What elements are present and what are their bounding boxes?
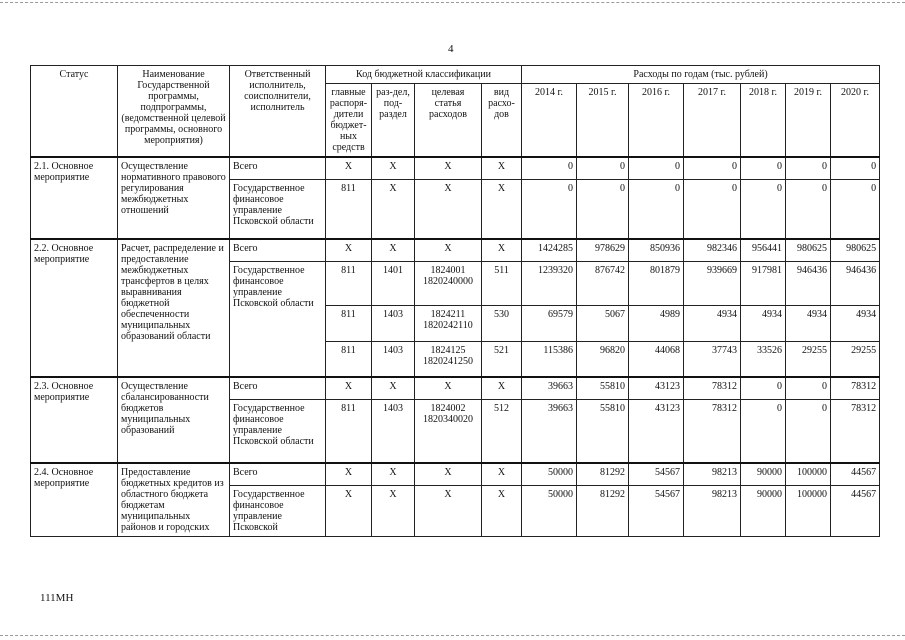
razdel-cell: X [372, 179, 415, 239]
responsible-cell: Всего [230, 463, 326, 485]
celevaya-cell [415, 341, 482, 377]
year-value-cell: 0 [522, 179, 577, 239]
year-value-cell: 69579 [522, 305, 577, 341]
year-value-cell: 0 [786, 377, 831, 399]
year-value-cell: 0 [684, 157, 741, 179]
year-value-cell: 55810 [577, 377, 629, 399]
razdel-cell: X [372, 463, 415, 485]
grbs-cell: 811 [326, 341, 372, 377]
year-value-cell: 0 [741, 377, 786, 399]
year-value-cell: 0 [786, 399, 831, 463]
table-row [31, 463, 880, 485]
vid-cell: 512 [482, 399, 522, 463]
year-value-cell: 0 [831, 157, 880, 179]
header-row [31, 66, 880, 84]
header-year: 2020 г. [831, 84, 880, 158]
razdel-cell: 1403 [372, 341, 415, 377]
header-responsible: Ответственный исполнитель, соисполнители, исполнитель [230, 66, 326, 158]
responsible-cell: Государственное финансовое управление Псковской области [230, 179, 326, 239]
grbs-cell: X [326, 157, 372, 179]
year-value-cell: 90000 [741, 485, 786, 536]
year-value-cell: 33526 [741, 341, 786, 377]
year-value-cell: 78312 [684, 399, 741, 463]
year-value-cell: 1239320 [522, 261, 577, 305]
name-cell: Предоставление бюджетных кредитов из областного бюджета бюджетам муниципальных районов и городских [118, 463, 230, 537]
year-value-cell: 4989 [629, 305, 684, 341]
responsible-cell: Всего [230, 157, 326, 179]
header-name: Наименование Государственной программы, подпрограммы, (ведомственной целевой программы, основного мероприятия) [118, 66, 230, 158]
header-spend-group: Расходы по годам (тыс. рублей) [522, 66, 880, 84]
year-value-cell: 78312 [831, 399, 880, 463]
vid-cell: 521 [482, 341, 522, 377]
grbs-cell: X [326, 377, 372, 399]
year-value-cell: 946436 [831, 261, 880, 305]
celevaya-code: X [444, 488, 452, 500]
header-year: 2019 г. [786, 84, 831, 158]
celevaya-cell [415, 305, 482, 341]
year-value-cell: 0 [741, 157, 786, 179]
grbs-cell: 811 [326, 261, 372, 305]
vid-cell: 511 [482, 261, 522, 305]
celevaya-code: 1820240000 [423, 275, 473, 287]
year-value-cell: 78312 [684, 377, 741, 399]
year-value-cell: 29255 [831, 341, 880, 377]
year-value-cell: 0 [577, 157, 629, 179]
year-value-cell: 54567 [629, 463, 684, 485]
year-value-cell: 917981 [741, 261, 786, 305]
year-value-cell: 982346 [684, 239, 741, 261]
year-value-cell: 939669 [684, 261, 741, 305]
celevaya-cell [415, 377, 482, 399]
celevaya-cell [415, 157, 482, 179]
celevaya-code: X [444, 243, 452, 254]
grbs-cell: X [326, 239, 372, 261]
razdel-cell: 1403 [372, 399, 415, 463]
vid-cell: X [482, 485, 522, 536]
celevaya-cell [415, 239, 482, 261]
year-value-cell: 1424285 [522, 239, 577, 261]
status-cell: 2.1. Основное мероприятие [31, 157, 118, 239]
budget-table [30, 65, 880, 537]
year-value-cell: 5067 [577, 305, 629, 341]
header-year: 2018 г. [741, 84, 786, 158]
year-value-cell: 0 [629, 179, 684, 239]
year-value-cell: 29255 [786, 341, 831, 377]
grbs-cell: 811 [326, 399, 372, 463]
scan-edge-bottom [0, 635, 905, 636]
year-value-cell: 0 [629, 157, 684, 179]
year-value-cell: 4934 [684, 305, 741, 341]
year-value-cell: 0 [831, 179, 880, 239]
year-value-cell: 44068 [629, 341, 684, 377]
razdel-cell: 1401 [372, 261, 415, 305]
header-vid: вид расхо-дов [482, 84, 522, 158]
year-value-cell: 115386 [522, 341, 577, 377]
razdel-cell: X [372, 485, 415, 536]
vid-cell: 530 [482, 305, 522, 341]
year-value-cell: 37743 [684, 341, 741, 377]
celevaya-code: 1820241250 [423, 355, 473, 367]
table-row [31, 157, 880, 179]
table-row [31, 239, 880, 261]
header-status: Статус [31, 66, 118, 158]
year-value-cell: 4934 [741, 305, 786, 341]
razdel-cell: 1403 [372, 305, 415, 341]
vid-cell: X [482, 239, 522, 261]
year-value-cell: 55810 [577, 399, 629, 463]
celevaya-cell [415, 463, 482, 485]
year-value-cell: 4934 [831, 305, 880, 341]
responsible-cell: Всего [230, 239, 326, 261]
status-cell: 2.3. Основное мероприятие [31, 377, 118, 463]
year-value-cell: 81292 [577, 463, 629, 485]
status-cell: 2.4. Основное мероприятие [31, 463, 118, 537]
year-value-cell: 39663 [522, 377, 577, 399]
vid-cell: X [482, 377, 522, 399]
razdel-cell: X [372, 239, 415, 261]
header-year: 2015 г. [577, 84, 629, 158]
celevaya-code: 1824125 [430, 344, 466, 356]
vid-cell: X [482, 463, 522, 485]
year-value-cell: 98213 [684, 485, 741, 536]
year-value-cell: 100000 [786, 463, 831, 485]
status-cell: 2.2. Основное мероприятие [31, 239, 118, 377]
name-cell: Расчет, распределение и предоставление межбюджетных трансфертов в целях выравнивания бюджетной обеспеченности муниципальных образований области [118, 239, 230, 377]
celevaya-code: X [444, 182, 452, 194]
razdel-cell: X [372, 157, 415, 179]
grbs-cell: 811 [326, 305, 372, 341]
responsible-cell: Всего [230, 377, 326, 399]
table-body [31, 157, 880, 537]
vid-cell: X [482, 179, 522, 239]
vid-cell: X [482, 157, 522, 179]
grbs-cell: X [326, 485, 372, 536]
celevaya-cell [415, 179, 482, 239]
celevaya-cell [415, 399, 482, 463]
celevaya-code: X [444, 381, 452, 392]
year-value-cell: 978629 [577, 239, 629, 261]
year-value-cell: 54567 [629, 485, 684, 536]
responsible-cell: Государственное финансовое управление Псковской [230, 485, 326, 536]
razdel-cell: X [372, 377, 415, 399]
celevaya-code: X [444, 161, 452, 172]
responsible-cell: Государственное финансовое управление Псковской области [230, 261, 326, 377]
celevaya-code: 1824001 [430, 264, 466, 276]
year-value-cell: 0 [741, 179, 786, 239]
year-value-cell: 0 [684, 179, 741, 239]
year-value-cell: 4934 [786, 305, 831, 341]
year-value-cell: 44567 [831, 485, 880, 536]
table-row [31, 377, 880, 399]
header-razdel: раз-дел, под-раздел [372, 84, 415, 158]
header-grbs: главные распоря-дители бюджет-ных средств [326, 84, 372, 158]
grbs-cell: 811 [326, 179, 372, 239]
name-cell: Осуществление сбалансированности бюджетов муниципальных образований [118, 377, 230, 463]
year-value-cell: 43123 [629, 377, 684, 399]
page-number: 4 [448, 43, 454, 55]
year-value-cell: 876742 [577, 261, 629, 305]
footer-code: 111МН [40, 592, 74, 604]
year-value-cell: 0 [786, 179, 831, 239]
name-cell: Осуществление нормативного правового регулирования межбюджетных отношений [118, 157, 230, 239]
celevaya-cell [415, 261, 482, 305]
year-value-cell: 0 [786, 157, 831, 179]
year-value-cell: 39663 [522, 399, 577, 463]
year-value-cell: 980625 [786, 239, 831, 261]
celevaya-code: X [444, 467, 452, 478]
year-value-cell: 44567 [831, 463, 880, 485]
year-value-cell: 90000 [741, 463, 786, 485]
year-value-cell: 98213 [684, 463, 741, 485]
scan-edge-top [0, 2, 905, 3]
year-value-cell: 0 [522, 157, 577, 179]
header-celevaya: целевая статья расходов [415, 84, 482, 158]
celevaya-cell [415, 485, 482, 536]
grbs-cell: X [326, 463, 372, 485]
year-value-cell: 850936 [629, 239, 684, 261]
celevaya-code: 1824211 [430, 308, 466, 320]
year-value-cell: 81292 [577, 485, 629, 536]
year-value-cell: 801879 [629, 261, 684, 305]
header-code-group: Код бюджетной классификации [326, 66, 522, 84]
celevaya-code: 1824002 [430, 402, 466, 414]
year-value-cell: 96820 [577, 341, 629, 377]
year-value-cell: 0 [741, 399, 786, 463]
year-value-cell: 50000 [522, 463, 577, 485]
year-value-cell: 50000 [522, 485, 577, 536]
year-value-cell: 0 [577, 179, 629, 239]
year-value-cell: 78312 [831, 377, 880, 399]
year-value-cell: 980625 [831, 239, 880, 261]
header-year: 2017 г. [684, 84, 741, 158]
year-value-cell: 43123 [629, 399, 684, 463]
header-year: 2014 г. [522, 84, 577, 158]
year-value-cell: 946436 [786, 261, 831, 305]
year-value-cell: 100000 [786, 485, 831, 536]
responsible-cell: Государственное финансовое управление Псковской области [230, 399, 326, 463]
year-value-cell: 956441 [741, 239, 786, 261]
celevaya-code: 1820340020 [423, 413, 473, 425]
celevaya-code: 1820242110 [423, 319, 473, 331]
header-year: 2016 г. [629, 84, 684, 158]
